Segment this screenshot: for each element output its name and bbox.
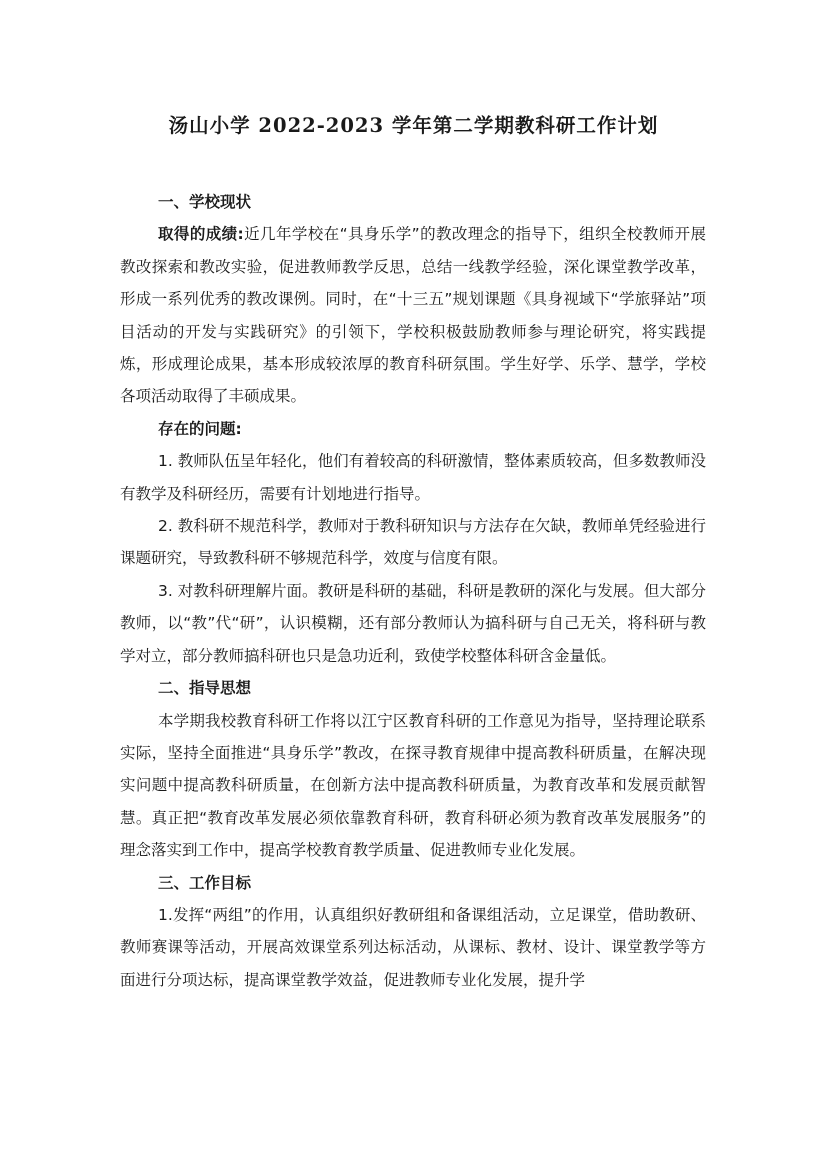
section-heading-work-goals: 三、工作目标: [158, 873, 252, 892]
document-title: 汤山小学 2022-2023 学年第二学期教科研工作计划: [168, 114, 659, 137]
section-heading-guiding-thought: 二、指导思想: [158, 679, 252, 698]
problem-item: 1. 教师队伍呈年轻化，他们有着较高的科研激情，整体素质较高，但多数教师没有教学及科研经历，需要有计划地进行指导。: [120, 452, 706, 503]
problem-item: 2. 教科研不规范科学，教师对于教科研知识与方法存在欠缺，教师单凭经验进行课题研究，导致教科研不够规范科学，效度与信度有限。: [120, 517, 706, 568]
guiding-thought-paragraph: 本学期我校教育科研工作将以江宁区教育科研的工作意见为指导，坚持理论联系实际，坚持全面推进“具身乐学”教改，在探寻教育规律中提高教科研质量，在解决现实问题中提高教科研质量，在创新方法中提高教科研质量，为教育改革和发展贡献智慧。真正把“教育改革发展必须依靠教育科研，教育科研必须为教育改革发展服务”的理念落实到工作中，提高学校教育教学质量、促进教师专业化发展。: [120, 711, 706, 860]
problem-item: 3. 对教科研理解片面。教研是科研的基础，科研是教研的深化与发展。但大部分教师，以“教”代“研”，认识模糊，还有部分教师认为搞科研与自己无关，将科研与教学对立，部分教师搞科研也只是急功近利，致使学校整体科研含金量低。: [120, 581, 706, 665]
achievements-label: 取得的成绩:: [158, 225, 244, 244]
document-body: [120, 186, 706, 996]
problems-label: 存在的问题:: [158, 419, 242, 438]
section-heading-school-status: 一、学校现状: [158, 193, 252, 211]
achievements-text: 近几年学校在“具身乐学”的教改理念的指导下，组织全校教师开展教改探索和教改实验，促进教师教学反思，总结一线教学经验，深化课堂教学改革，形成一系列优秀的教改课例。同时，在“十三五”规划课题《具身视域下“学旅驿站”项目活动的开发与实践研究》的引领下，学校积极鼓励教师参与理论研究，将实践提炼，形成理论成果，基本形成较浓厚的教育科研氛围。学生好学、乐学、慧学，学校各项活动取得了丰硕成果。: [120, 225, 706, 406]
work-goals-paragraph: 1.发挥“两组”的作用，认真组织好教研组和备课组活动，立足课堂，借助教研、教师赛课等活动，开展高效课堂系列达标活动，从课标、教材、设计、课堂教学等方面进行分项达标，提高课堂教学效益，促进教师专业化发展，提升学: [120, 905, 706, 989]
achievements-paragraph: [120, 218, 706, 412]
